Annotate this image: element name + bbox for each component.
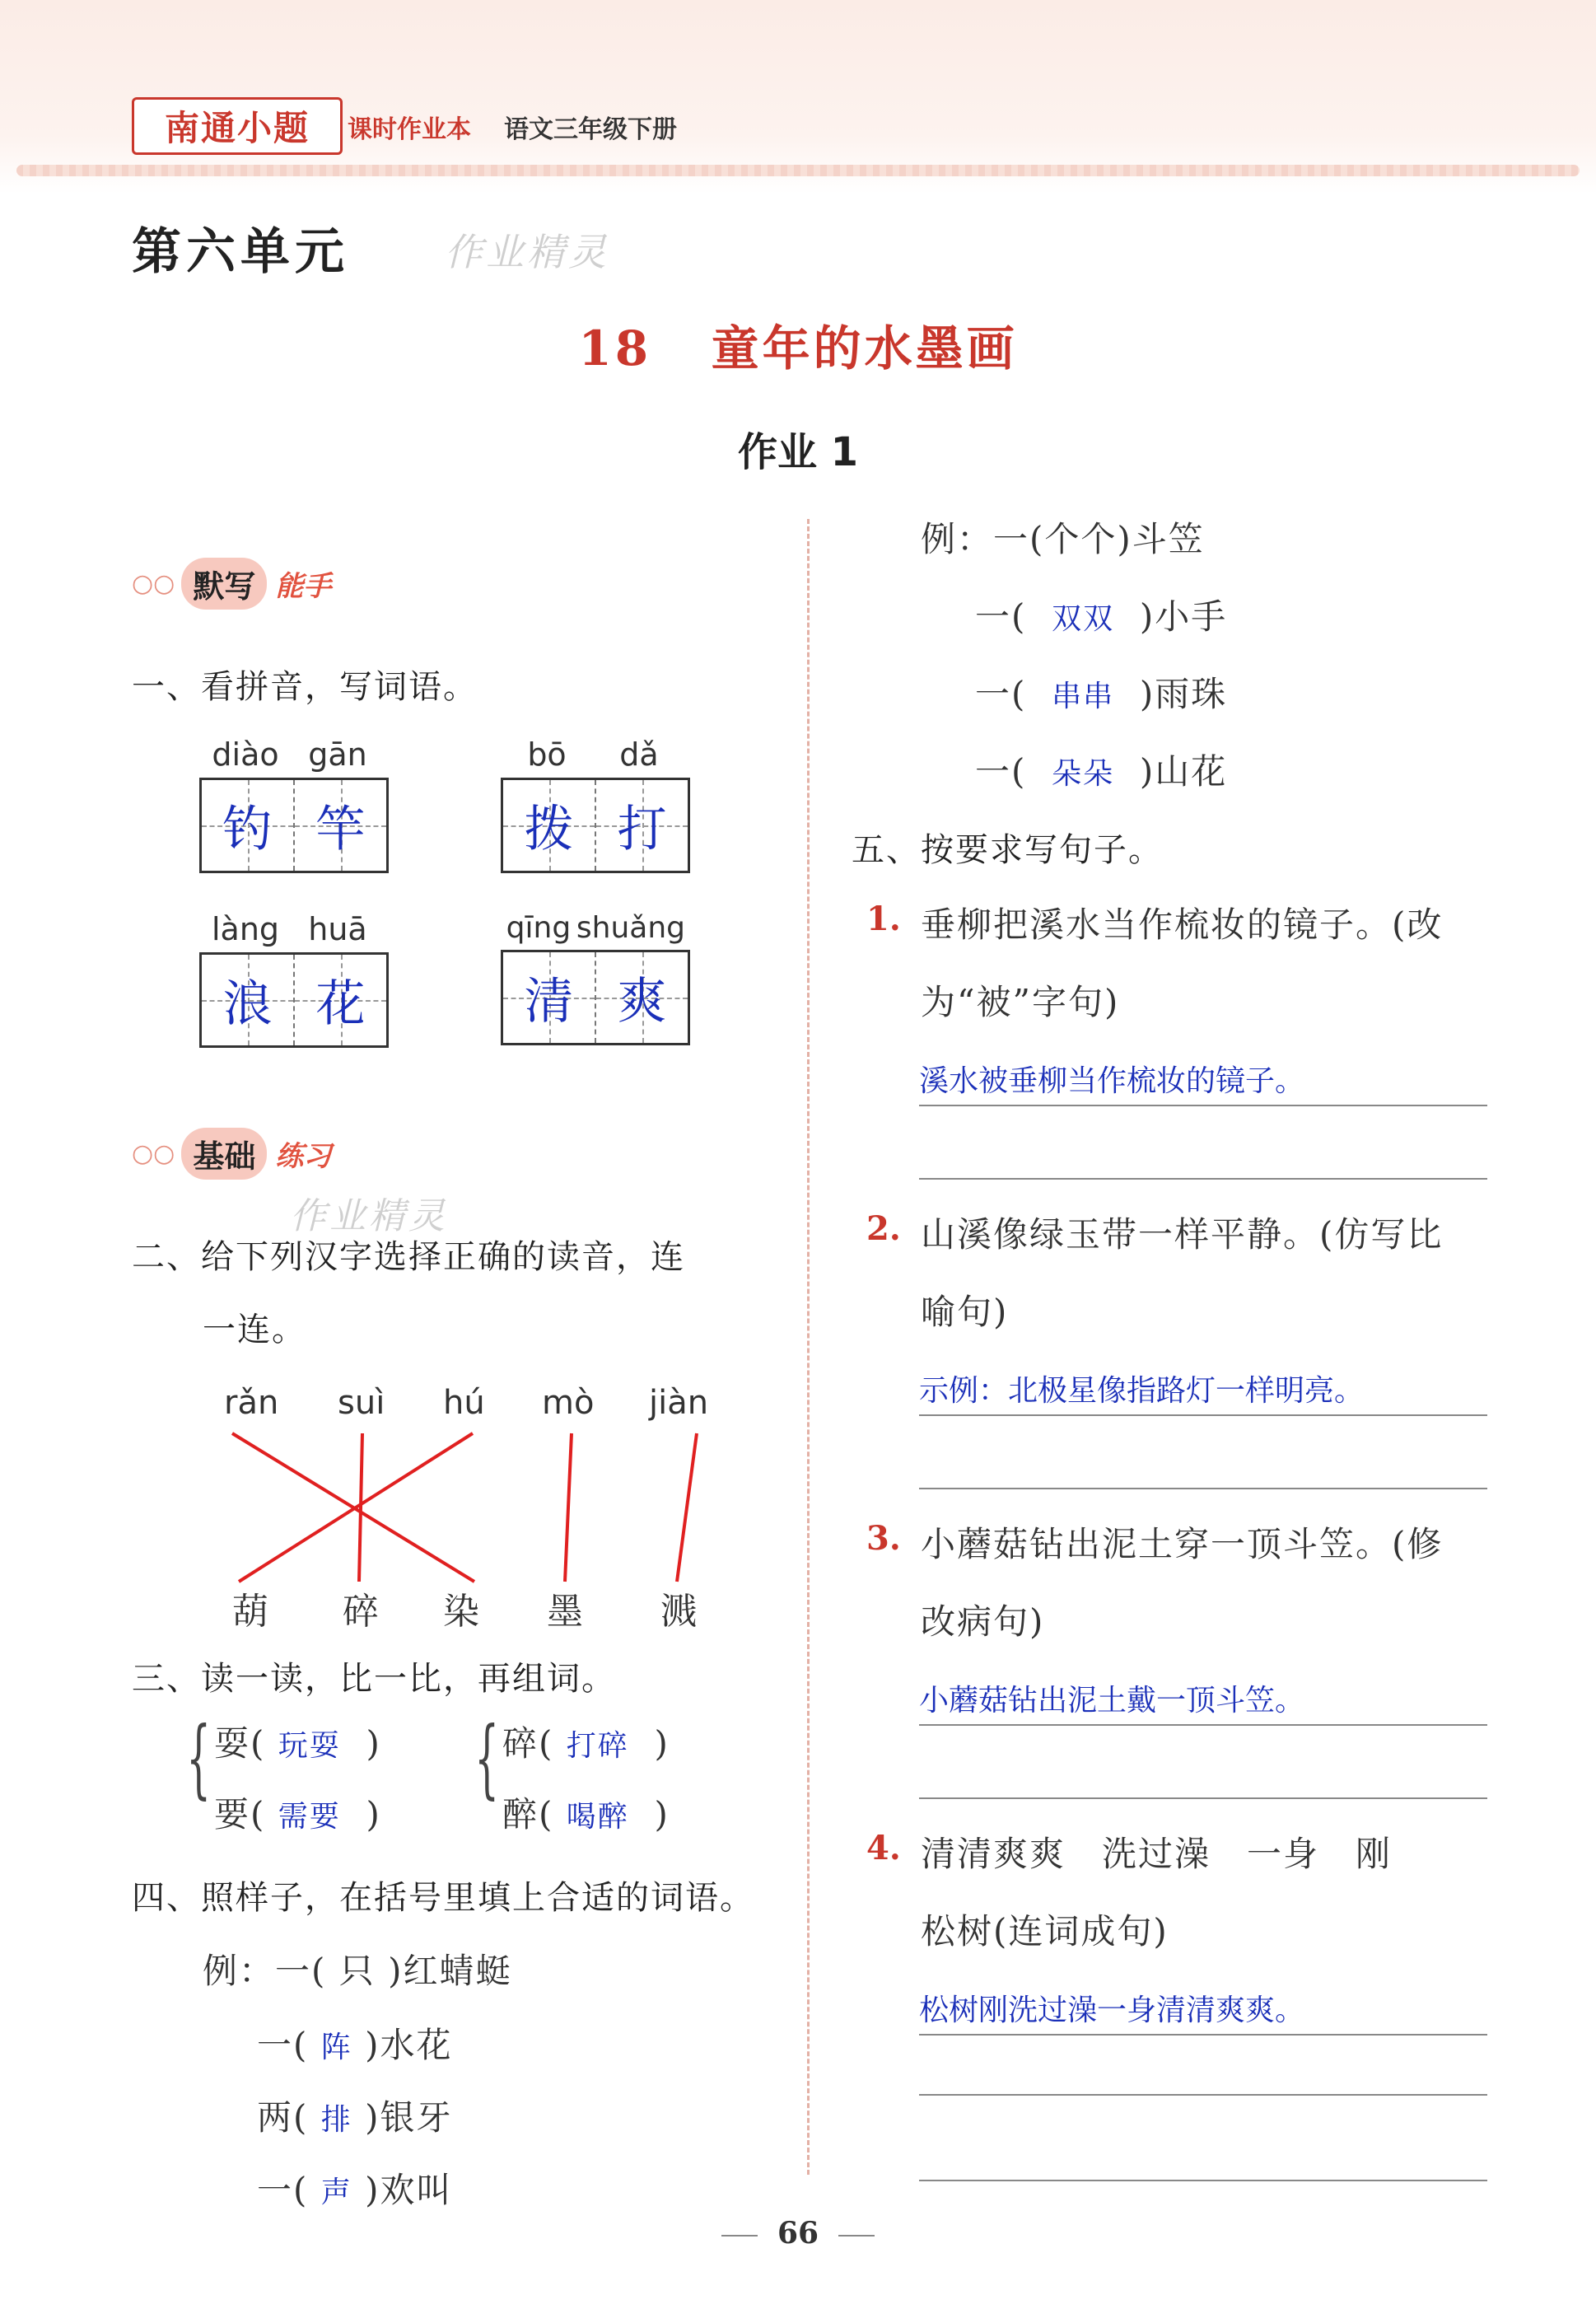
pinyin: bō [527,736,567,773]
pinyin: dǎ [619,736,659,773]
pinyin-option: jiàn [649,1384,709,1422]
q1-title: 一、看拼音，写词语。 [132,668,478,706]
answer-line[interactable]: 松树刚洗过澡一身清清爽爽。 [919,1987,1487,2036]
badge-label-sub: 练习 [275,1139,332,1173]
q2-char-row [198,1582,741,1631]
answer: 需要 [278,1800,341,1834]
match-line [677,1433,697,1582]
match-line [359,1433,362,1582]
pinyin-row [199,736,384,773]
q4-item: 两( 排 )银牙 [257,2097,453,2138]
word-box-2 [501,736,685,873]
q5-prompt-line1: 清清爽爽 洗过澡 一身 刚 [921,1834,1393,1874]
q5-prompt-line1: 小蘑菇钻出泥土穿一顶斗笠。(修 [921,1524,1444,1564]
char-option: 葫 [232,1591,268,1633]
q5-prompt-line2: 改病句) [921,1601,1045,1642]
q5-prompt-line2: 喻句) [921,1292,1009,1332]
watermark: 作业精灵 [445,230,609,274]
badge-practice [132,1129,331,1178]
blank-line[interactable] [919,1178,1487,1180]
q3-title: 三、读一读，比一比，再组词。 [132,1660,616,1698]
unit-title: 第六单元 [132,223,349,281]
item-number: 3. [866,1519,901,1558]
q5-prompt-line1: 垂柳把溪水当作梳妆的镜子。(改 [921,904,1444,945]
char-option: 染 [443,1591,479,1633]
q5-title: 五、按要求写句子。 [852,831,1163,869]
answer: 串串 [1052,680,1115,713]
lesson-name: 童年的水墨画 [711,320,1018,376]
pinyin-option: suì [338,1384,385,1422]
q5-prompt-line1: 山溪像绿玉带一样平静。(仿写比 [921,1214,1444,1255]
pinyin-row [501,911,685,945]
word-box-1 [199,736,384,873]
compare-row: 碎( 打碎 ) [502,1723,670,1764]
answer: 双双 [1052,602,1115,636]
tian-grid [199,952,389,1048]
series-name: 课时作业本 [348,115,471,144]
badge-dictation [132,559,331,608]
char-cell: 钓 [202,780,293,871]
brace-icon: { [186,1708,211,1808]
pinyin: diào [212,736,279,773]
matching-lines [198,1417,741,1598]
pinyin-option: mò [542,1384,595,1422]
answer: 朵朵 [1052,757,1115,791]
char-cell: 清 [503,952,595,1043]
item-number: 4. [866,1829,901,1867]
word-box-3 [199,911,384,1048]
blank-line[interactable] [919,1488,1487,1489]
brand-name: 南通小题 [164,108,310,148]
dots-icon: ○○ [132,568,175,598]
answer: 声 [320,2176,352,2209]
dash-decoration [838,2235,875,2237]
dash-decoration [721,2235,758,2237]
page-number-text: 66 [777,2216,819,2251]
compare-row: 醉( 喝醉 ) [502,1794,670,1835]
brace-icon: { [474,1708,499,1808]
char-cell: 打 [595,780,688,871]
pinyin: huā [308,911,367,947]
lesson-number: 18 [578,320,652,376]
homework-title: 作业 1 [737,429,859,475]
char-cell: 竿 [293,780,386,871]
column-divider [807,519,810,2175]
q5-prompt-line2: 为“被”字句) [921,982,1120,1022]
tian-grid [199,778,389,873]
pinyin-option: hú [443,1384,485,1422]
item-number: 2. [866,1209,901,1248]
lesson-title [0,310,1596,379]
answer: 排 [320,2103,352,2137]
badge-label-main: 基础 [181,1128,267,1180]
pinyin-row [199,911,384,947]
match-line [565,1433,572,1582]
char-option: 墨 [547,1591,583,1633]
item-number: 1. [866,900,901,938]
q4-item: 一( 朵朵 )山花 [975,751,1228,792]
q4-item: 一( 双双 )小手 [975,596,1228,637]
badge-label-sub: 能手 [275,569,332,603]
answer: 玩耍 [278,1729,341,1763]
tian-grid [501,950,690,1045]
pinyin: gān [308,736,367,773]
page-number [0,2216,1596,2251]
answer: 喝醉 [566,1800,629,1834]
badge-label-main: 默写 [181,558,267,610]
book-name: 语文三年级下册 [504,115,677,144]
q4-title: 四、照样子，在括号里填上合适的词语。 [132,1879,754,1917]
word-box-4 [501,911,685,1045]
blank-line[interactable] [919,1797,1487,1799]
char-option: 碎 [343,1591,379,1633]
watermark: 作业精灵 [290,1195,448,1237]
pinyin: làng [211,911,280,947]
answer-line[interactable]: 溪水被垂柳当作梳妆的镜子。 [919,1058,1487,1106]
answer: 打碎 [566,1729,629,1763]
q4-example-1: 例：一( 只 )红蜻蜓 [203,1951,512,1991]
blank-line[interactable] [919,2180,1487,2181]
char-cell: 爽 [595,952,688,1043]
answer-line[interactable]: 示例：北极星像指路灯一样明亮。 [919,1367,1487,1416]
header-wave-decoration [16,165,1580,176]
pinyin: qīng [506,911,572,945]
q4-item: 一( 阵 )水花 [257,2025,453,2065]
q4-item: 一( 串串 )雨珠 [975,674,1228,714]
q5-prompt-line2: 松树(连词成句) [921,1911,1169,1951]
q2-title-line1: 二、给下列汉字选择正确的读音，连 [132,1238,685,1276]
answer: 阵 [320,2031,352,2064]
tian-grid [501,778,690,873]
pinyin: shuǎng [576,911,685,945]
dots-icon: ○○ [132,1138,175,1168]
compare-row: 耍( 玩耍 ) [214,1723,381,1764]
compare-row: 要( 需要 ) [214,1794,381,1835]
q4-example-2: 例：一(个个)斗笠 [921,519,1205,559]
pinyin-row [501,736,685,773]
q4-item: 一( 声 )欢叫 [257,2170,453,2210]
char-cell: 花 [293,955,386,1045]
brand-logo [132,97,343,155]
char-option: 溅 [660,1591,697,1633]
blank-line[interactable] [919,2094,1487,2096]
char-cell: 拨 [503,780,595,871]
q2-title-line2: 一连。 [203,1311,306,1348]
answer-line[interactable]: 小蘑菇钻出泥土戴一顶斗笠。 [919,1677,1487,1726]
pinyin-option: rǎn [224,1384,279,1422]
char-cell: 浪 [202,955,293,1045]
